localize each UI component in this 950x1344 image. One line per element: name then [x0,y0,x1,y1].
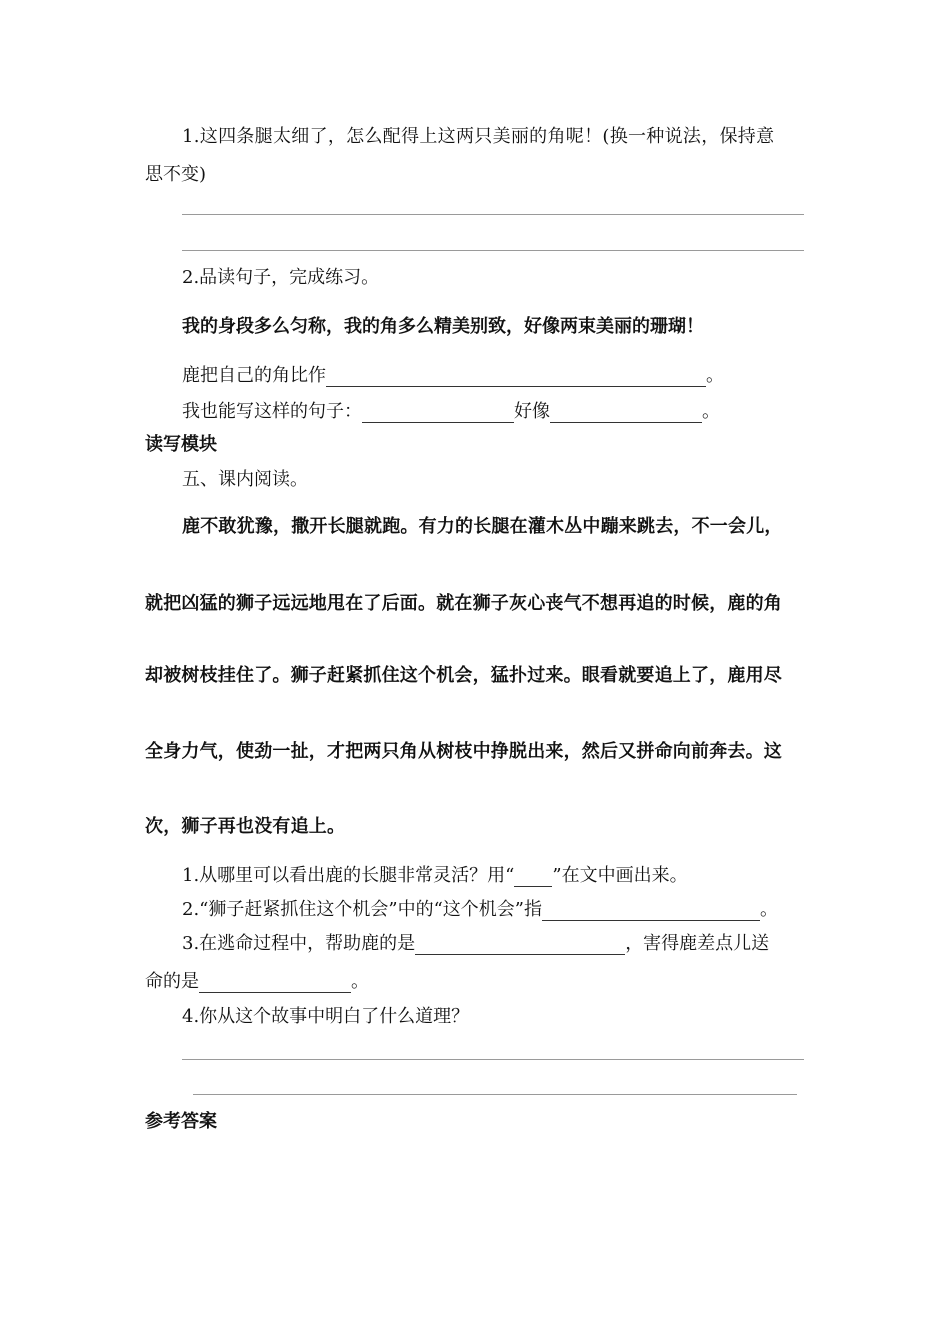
question-2-title: 2.品读句子，完成练习。 [182,267,380,288]
q-prefix: 3.在逃命过程中，帮助鹿的是 [182,933,416,954]
q-middle: ，害得鹿差点儿送 [625,933,770,954]
q-prefix: 命的是 [145,971,199,992]
answer-line[interactable] [182,214,804,215]
fill-prefix: 我也能写这样的句子： [182,401,362,422]
q-prefix: 1.从哪里可以看出鹿的长腿非常灵活？用“ [182,865,515,886]
fill-in-antler-comparison [182,365,724,387]
passage-line: 次，狮子再也没有追上。 [145,816,346,837]
question-1-line-2: 思不变) [145,164,207,185]
harm-blank[interactable] [199,974,351,993]
opportunity-blank[interactable] [542,902,760,921]
section-five-heading: 五、课内阅读。 [182,469,308,490]
q-prefix: 2.“狮子赶紧抓住这个机会”中的“这个机会”指 [182,899,542,920]
answers-title: 参考答案 [145,1111,217,1132]
q-suffix: ”在文中画出来。 [552,865,688,886]
own-sentence-blank-1[interactable] [362,404,514,423]
antler-comparison-blank[interactable] [326,368,706,387]
example-sentence: 我的身段多么匀称，我的角多么精美别致，好像两束美丽的珊瑚！ [182,316,704,337]
reading-question-2 [182,899,778,921]
helper-blank[interactable] [415,936,625,955]
passage-line: 全身力气，使劲一扯，才把两只角从树枝中挣脱出来，然后又拼命向前奔去。这 [145,741,782,762]
reading-question-1 [182,865,688,887]
passage-line: 就把凶猛的狮子远远地甩在了后面。就在狮子灰心丧气不想再追的时候，鹿的角 [145,593,782,614]
reading-question-3-cont [145,971,369,993]
q-suffix: 。 [759,899,778,920]
question-1-line-1: 1.这四条腿太细了，怎么配得上这两只美丽的角呢！(换一种说法，保持意 [182,126,775,147]
answer-line[interactable] [193,1094,797,1095]
own-sentence-blank-2[interactable] [550,404,702,423]
fill-suffix: 。 [706,365,724,386]
passage-line: 鹿不敢犹豫，撒开长腿就跑。有力的长腿在灌木丛中蹦来跳去，不一会儿， [182,516,783,537]
fill-middle: 好像 [514,401,550,422]
answer-line[interactable] [182,1059,804,1060]
answer-line[interactable] [182,250,804,251]
passage-line: 却被树枝挂住了。狮子赶紧抓住这个机会，猛扑过来。眼看就要追上了，鹿用尽 [145,665,782,686]
reading-question-3 [182,933,769,955]
fill-suffix: 。 [702,401,720,422]
reading-question-4: 4.你从这个故事中明白了什么道理？ [182,1006,470,1027]
fill-prefix: 鹿把自己的角比作 [182,365,326,386]
q-suffix: 。 [351,971,369,992]
mark-symbol-blank[interactable] [514,868,552,887]
fill-in-own-sentence [182,401,720,423]
module-title: 读写模块 [145,434,217,455]
